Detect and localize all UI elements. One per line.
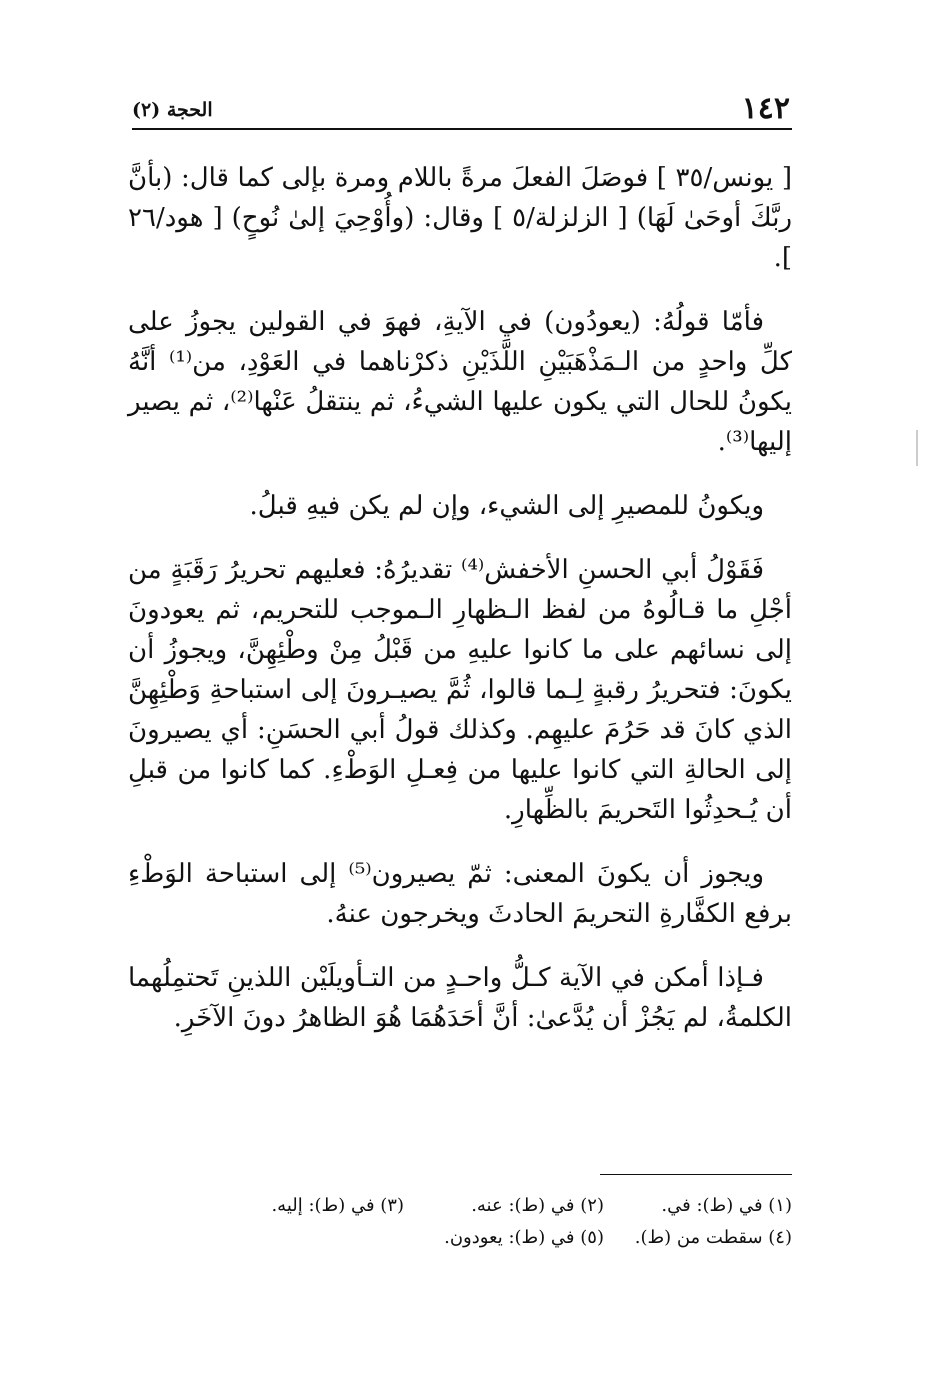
footnote-2: (٢) في (ط): عنه. <box>471 1195 604 1216</box>
footnote-1: (١) في (ط): في. <box>661 1195 792 1216</box>
paragraph-3: ويكونُ للمصيرِ إلى الشيء، وإن لم يكن فيهِ قبلُ. <box>249 491 764 521</box>
margin-mark <box>916 430 918 466</box>
header-rule <box>132 128 792 130</box>
paragraph-1: [ يونس/٣٥ ] فوصَلَ الفعلَ مرةً باللام ومرة بإلى كما قال: (بأنَّ ربَّكَ أوحَىٰ لَهَا) [ الزلزلة/٥ ] وقال: (وأُوْحِيَ إلىٰ نُوحٍ) [ هود/٢٦ ]. <box>128 163 792 273</box>
paragraph-6: فـإذا أمكن في الآية كـلُّ واحـدٍ من التـأويلَيْن اللذينِ تَحتمِلُهما الكلمةُ، لم يَجُزْ أن يُدَّعىٰ: أنَّ أحَدَهُمَا هُوَ الظاهرُ دونَ الآخَرِ. <box>128 963 792 1033</box>
footnote-4: (٤) سقطت من (ط). <box>634 1227 792 1248</box>
paragraph-5: ويجوز أن يكونَ المعنى: ثمّ يصيرون⁽⁵⁾ إلى استباحة الوَطْءِ برفع الكفَّارةِ التحريمَ الحادثَ ويخرجون عنهُ. <box>128 859 792 929</box>
page-number: ١٤٢ <box>741 91 790 126</box>
running-title: الحجة (٢) <box>132 99 213 121</box>
footnote-row-1 <box>128 1190 792 1222</box>
footnote-row-2 <box>128 1222 792 1254</box>
footnote-3: (٣) في (ط): إليه. <box>271 1195 404 1216</box>
page-header <box>132 92 790 128</box>
main-text <box>128 158 792 1038</box>
footnotes <box>128 1190 792 1254</box>
footnote-rule <box>600 1174 792 1175</box>
paragraph-2: فأمّا قولُهُ: (يعودُون) في الآيةِ، فهوَ في القولين يجوزُ على كلِّ واحدٍ من الـمَذْهَبَيْنِ اللَّذَيْنِ ذكرْناهما في العَوْدِ، من⁽¹⁾ أنَّهُ يكونُ للحال التي يكون عليها الشيءُ، ثم ينتقلُ عَنْها⁽²⁾، ثم يصير إليها⁽³⁾. <box>128 307 793 457</box>
paragraph-4: فَقَوْلُ أبي الحسنِ الأخفش⁽⁴⁾ تقديرُهُ: فعليهم تحريرُ رَقَبَةٍ من أجْلِ ما قـالُوهُ من لفظ الـظهارِ الـموجب للتحريم، ثم يعودونَ إلى نسائهم على ما كانوا عليهِ من قَبْلُ مِنْ وطْئِهِنَّ، ويجوزُ أن يكونَ: فتحريرُ رقبةٍ لِـما قالوا، ثُمَّ يصيـرونَ إلى استباحةِ وَطْئِهِنَّ الذي كانَ قد حَرُمَ عليهِم. وكذلك قولُ أبي الحسَنِ: أي يصيرونَ إلى الحالةِ التي كانوا عليها من فِعـلِ الوَطْءِ. كما كانوا من قبلِ أن يُـحدِثُوا التَحريمَ بالظِّهارِ. <box>128 555 792 825</box>
footnote-5: (٥) في (ط): يعودون. <box>444 1227 604 1248</box>
